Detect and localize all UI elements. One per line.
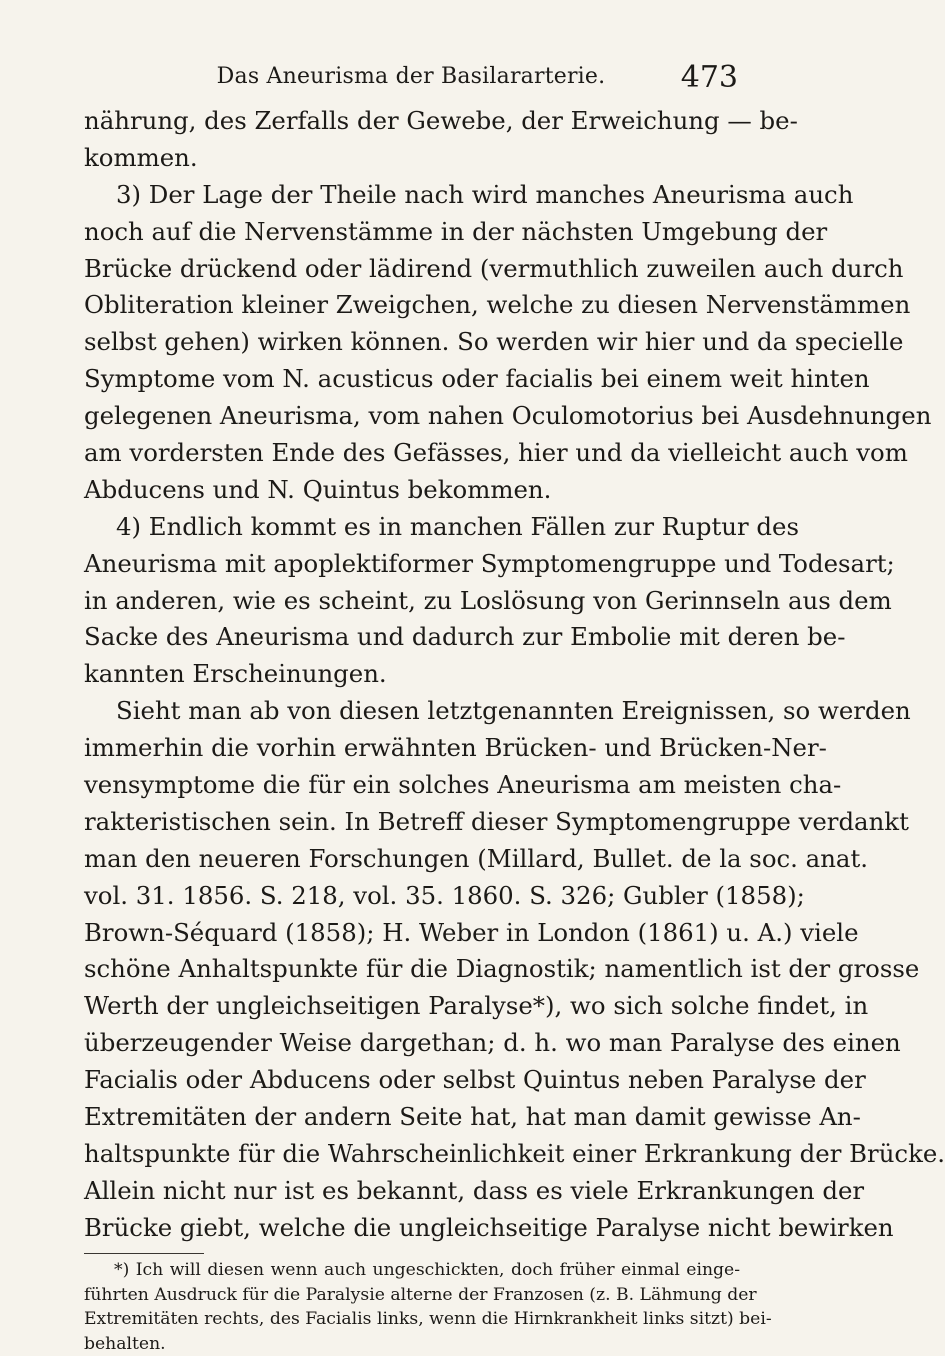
text-line: Symptome vom N. acusticus oder facialis bei einem weit hinten <box>84 361 740 398</box>
text-line: vensymptome die für ein solches Aneurisma am meisten cha- <box>84 767 740 804</box>
text-line: man den neueren Forschungen (Millard, Bullet. de la soc. anat. <box>84 841 740 878</box>
text-line: vol. 31. 1856. S. 218, vol. 35. 1860. S. 326; Gubler (1858); <box>84 878 740 915</box>
footnote-line: führten Ausdruck für die Paralysie alterne der Franzosen (z. B. Lähmung der <box>84 1283 740 1308</box>
text-line: Extremitäten der andern Seite hat, hat man damit gewisse An- <box>84 1099 740 1136</box>
text-line: kommen. <box>84 140 740 177</box>
text-line: selbst gehen) wirken können. So werden wir hier und da specielle <box>84 324 740 361</box>
text-line: haltspunkte für die Wahrscheinlichkeit einer Erkrankung der Brücke. <box>84 1136 740 1173</box>
footnote-line: *) Ich will diesen wenn auch ungeschickten, doch früher einmal einge- <box>84 1258 740 1283</box>
text-line: Obliteration kleiner Zweigchen, welche zu diesen Nervenstämmen <box>84 287 740 324</box>
text-line: Brücke drückend oder lädirend (vermuthlich zuweilen auch durch <box>84 251 740 288</box>
text-line: rakteristischen sein. In Betreff dieser Symptomengruppe verdankt <box>84 804 740 841</box>
footnote-rule <box>84 1253 204 1254</box>
text-line: 4) Endlich kommt es in manchen Fällen zur Ruptur des <box>84 509 740 546</box>
text-line: Facialis oder Abducens oder selbst Quintus neben Paralyse der <box>84 1062 740 1099</box>
text-line: Sieht man ab von diesen letztgenannten Ereignissen, so werden <box>84 693 740 730</box>
running-header <box>84 58 738 98</box>
text-line: Brücke giebt, welche die ungleichseitige Paralyse nicht bewirken <box>84 1210 740 1247</box>
text-line: in anderen, wie es scheint, zu Loslösung von Gerinnseln aus dem <box>84 583 740 620</box>
text-line: noch auf die Nervenstämme in der nächsten Umgebung der <box>84 214 740 251</box>
text-line: 3) Der Lage der Theile nach wird manches Aneurisma auch <box>84 177 740 214</box>
text-line: überzeugender Weise dargethan; d. h. wo man Paralyse des einen <box>84 1025 740 1062</box>
text-line: kannten Erscheinungen. <box>84 656 740 693</box>
text-line: am vordersten Ende des Gefässes, hier und da vielleicht auch vom <box>84 435 740 472</box>
text-line: nährung, des Zerfalls der Gewebe, der Erweichung — be- <box>84 103 740 140</box>
text-line: Allein nicht nur ist es bekannt, dass es viele Erkrankungen der <box>84 1173 740 1210</box>
main-text <box>84 103 740 1247</box>
text-line: Brown-Séquard (1858); H. Weber in London (1861) u. A.) viele <box>84 915 740 952</box>
footnote <box>84 1258 740 1356</box>
text-line: Abducens und N. Quintus bekommen. <box>84 472 740 509</box>
text-line: Aneurisma mit apoplektiformer Symptomengruppe und Todesart; <box>84 546 740 583</box>
text-line: gelegenen Aneurisma, vom nahen Oculomotorius bei Ausdehnungen <box>84 398 740 435</box>
text-line: Sacke des Aneurisma und dadurch zur Embolie mit deren be- <box>84 619 740 656</box>
text-line: Werth der ungleichseitigen Paralyse*), wo sich solche findet, in <box>84 988 740 1025</box>
footnote-line: Extremitäten rechts, des Facialis links, wenn die Hirnkrankheit links sitzt) bei- <box>84 1307 740 1332</box>
running-title: Das Aneurisma der Basilararterie. <box>84 64 738 89</box>
text-line: schöne Anhaltspunkte für die Diagnostik; namentlich ist der grosse <box>84 951 740 988</box>
text-line: immerhin die vorhin erwähnten Brücken- und Brücken-Ner- <box>84 730 740 767</box>
page-number: 473 <box>681 60 738 95</box>
footnote-line: behalten. <box>84 1332 740 1356</box>
